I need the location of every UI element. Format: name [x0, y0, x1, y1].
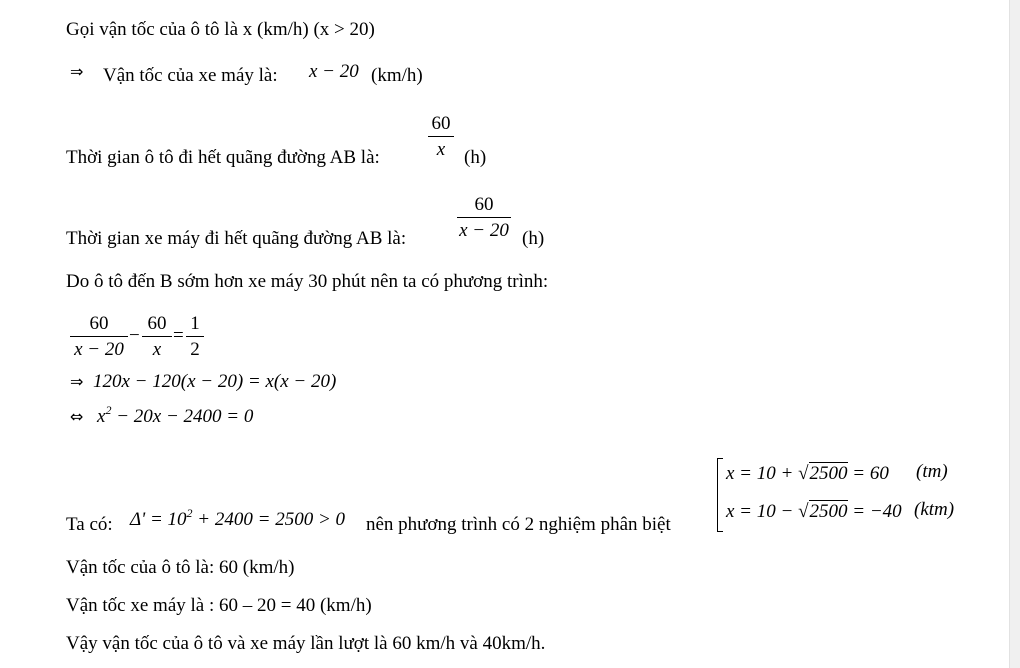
radicand: 2500 — [809, 463, 848, 484]
delta-part: Δ' = 10 — [130, 509, 187, 530]
eq-fraction-60-over-x-minus-20 — [70, 314, 128, 359]
fraction-60-over-x — [428, 114, 454, 159]
line-motorbike-speed-result: Vận tốc xe máy là : 60 – 20 = 40 (km/h) — [66, 595, 372, 616]
exponent: 2 — [186, 506, 193, 520]
equals-sign: = — [173, 325, 184, 346]
solution-1-value: = 60 — [847, 463, 889, 484]
expr-x-minus-20: x − 20 — [309, 61, 359, 82]
line-car-time: Thời gian ô tô đi hết quãng đường AB là: — [66, 147, 380, 168]
quadratic-x: x — [97, 406, 106, 427]
eq-fraction-1-over-2 — [186, 314, 204, 359]
fraction-numerator: 60 — [474, 194, 494, 215]
fraction-denominator: x − 20 — [459, 220, 509, 241]
solution-bracket — [717, 458, 723, 532]
line-car-speed-result: Vận tốc của ô tô là: 60 (km/h) — [66, 557, 295, 578]
solution-2 — [726, 502, 902, 521]
unit-h: (h) — [464, 147, 487, 168]
quadratic-rest: − 20x − 2400 = 0 — [111, 406, 254, 427]
discriminant-expr — [130, 506, 346, 530]
line-equation-intro: Do ô tô đến B sớm hơn xe máy 30 phút nên ta có phương trình: — [66, 271, 549, 292]
line-two-roots: nên phương trình có 2 nghiệm phân biệt — [366, 514, 671, 535]
fraction-bar — [428, 136, 454, 137]
radicand: 2500 — [809, 501, 848, 522]
fraction-denominator: x — [152, 339, 162, 360]
fraction-denominator: x − 20 — [74, 339, 124, 360]
equivalent-symbol: ⇔ — [70, 407, 84, 426]
solution-2-value: = −40 — [847, 501, 902, 522]
fraction-bar — [457, 217, 511, 218]
solution-1-note: (tm) — [916, 461, 948, 482]
line-motorbike-speed: Vận tốc của xe máy là: — [103, 65, 278, 86]
fraction-bar — [70, 336, 128, 337]
line-motorbike-time: Thời gian xe máy đi hết quãng đường AB là: — [66, 228, 407, 249]
implies-symbol: ⇒ — [70, 62, 84, 81]
unit-h: (h) — [522, 228, 545, 249]
exponent: 2 — [105, 403, 112, 417]
fraction-denominator: 2 — [190, 339, 200, 360]
fraction-denominator: x — [436, 139, 446, 160]
equation-expanded: 120x − 120(x − 20) = x(x − 20) — [93, 371, 337, 392]
implies-symbol: ⇒ — [70, 372, 84, 391]
fraction-numerator: 1 — [190, 313, 200, 334]
fraction-numerator: 60 — [89, 313, 109, 334]
minus-sign: − — [129, 325, 140, 346]
line-discriminant-prefix: Ta có: — [66, 514, 113, 535]
delta-rest: + 2400 = 2500 > 0 — [192, 509, 346, 530]
fraction-numerator: 60 — [147, 313, 167, 334]
fraction-bar — [142, 336, 172, 337]
unit-kmh: (km/h) — [371, 65, 423, 86]
solution-1-lhs: x = 10 + √ — [726, 463, 809, 484]
fraction-60-over-x-minus-20 — [457, 195, 511, 240]
solution-1 — [726, 464, 889, 483]
page-edge — [1009, 0, 1020, 668]
line-assumption: Gọi vận tốc của ô tô là x (km/h) (x > 20) — [66, 19, 375, 40]
solution-2-lhs: x = 10 − √ — [726, 501, 809, 522]
line-final-answer: Vậy vận tốc của ô tô và xe máy lần lượt là 60 km/h và 40km/h. — [66, 633, 546, 654]
equation-quadratic — [97, 403, 254, 427]
fraction-bar — [186, 336, 204, 337]
solution-2-note: (ktm) — [914, 499, 955, 520]
eq-fraction-60-over-x — [142, 314, 172, 359]
fraction-numerator: 60 — [431, 113, 451, 134]
